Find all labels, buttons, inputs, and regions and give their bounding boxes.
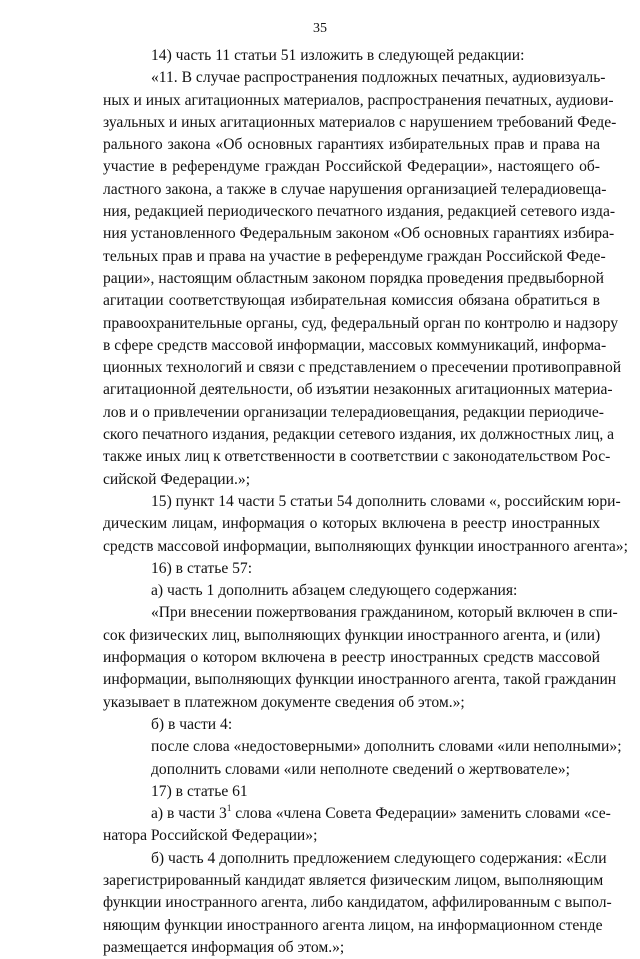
text-line: «11. В случае распространения подложных печатных, аудиовизуаль-: [151, 69, 606, 87]
text-line: правоохранительные органы, суд, федеральный орган по контролю и надзору: [103, 314, 619, 332]
paragraph-item-15: [103, 491, 628, 558]
text-line: тельных прав и права на участие в референдуме граждан Российской Феде-: [103, 247, 606, 265]
text-line: указывает в платежном документе сведения об этом.»;: [103, 693, 465, 711]
text-line: информация о котором включена в реестр иностранных средств массовой: [103, 649, 600, 667]
text-line: дополнить словами «или неполноте сведений о жертвователе»;: [151, 760, 570, 778]
text-line: также иных лиц к ответственности в соответствии с законодательством Рос-: [103, 448, 611, 466]
text-line: сийской Федерации.»;: [103, 470, 251, 488]
text-line: 14) часть 11 статьи 51 изложить в следующей редакции:: [151, 47, 525, 64]
paragraph-item-17a: [103, 802, 611, 848]
paragraph-item-16b-1: [103, 736, 622, 758]
text-line: ния установленного Федеральным законом «Об основных гарантиях избира-: [103, 225, 615, 243]
text-line: «При внесении пожертвования гражданином, который включен в спи-: [151, 604, 618, 622]
text-line: ского печатного издания, редакции сетевого издания, их должностных лиц, а: [103, 426, 615, 444]
paragraph-item-16a: [103, 580, 600, 602]
text-line: [103, 802, 611, 825]
paragraph-item-16b-2: [103, 759, 600, 781]
text-line: ных и иных агитационных материалов, распространения печатных, аудиови-: [103, 91, 614, 109]
text-line: участие в референдуме граждан Российской Федерации», настоящего об-: [103, 158, 600, 176]
text-line: агитационной деятельности, об изъятии незаконных агитационных материа-: [103, 381, 613, 399]
text-line: а) часть 1 дополнить абзацем следующего содержания:: [151, 582, 518, 600]
text-line: натора Российской Федерации»;: [103, 827, 318, 845]
text-line: 16) в статье 57:: [151, 559, 253, 577]
paragraph-item-17b: [103, 848, 612, 959]
text-line: зуальных и иных агитационных материалов с нарушением требований Феде-: [103, 113, 617, 131]
text-line: 17) в статье 61: [151, 782, 248, 800]
text-line: информации, выполняющих функции иностранного агента, такой гражданин: [103, 671, 617, 689]
text-line: зарегистрированный кандидат является физическим лицом, выполняющим: [103, 871, 604, 889]
text-line: размещается информация об этом.»;: [103, 938, 345, 956]
text-line: лов и о привлечении организации телерадиовещания, редакции периодиче-: [103, 403, 604, 421]
text-line: функции иностранного агента, либо кандидатом, аффилированным с выпол-: [103, 894, 612, 912]
paragraph-item-14: [103, 45, 600, 67]
text-line: дическим лицам, информация о которых включена в реестр иностранных: [103, 515, 600, 533]
text-line: ния, редакцией периодического печатного издания, редакцией сетевого изда-: [103, 203, 616, 221]
text-line: ционных технологий и связи с представлением о пресечении противоправной: [103, 359, 622, 377]
paragraph-item-16: [103, 558, 600, 580]
paragraph-part-11-text: [103, 67, 622, 491]
text-line: рации», настоящим областным законом порядка проведения предвыборной: [103, 269, 604, 287]
text-line: в сфере средств массовой информации, массовых коммуникаций, информа-: [103, 336, 607, 354]
text-line: 15) пункт 14 части 5 статьи 54 дополнить словами «, российским юри-: [151, 492, 621, 510]
text-line: после слова «недостоверными» дополнить словами «или неполными»;: [151, 738, 622, 756]
paragraph-donation-text: [103, 602, 618, 713]
text-line: агитации соответствующая избирательная комиссия обязана обратиться в: [103, 292, 600, 310]
text-line: б) часть 4 дополнить предложением следующего содержания: «Если: [151, 849, 607, 867]
text-line: няющим функции иностранного агента лицом, на информационном стенде: [103, 916, 603, 934]
text-line: сок физических лиц, выполняющих функции иностранного агента, и (или): [103, 626, 601, 644]
paragraph-item-17: [103, 781, 600, 803]
paragraph-item-16b: [103, 714, 600, 736]
text-line: б) в части 4:: [151, 715, 233, 733]
text-fragment: слова «члена Совета Федерации» заменить словами «се-: [231, 805, 611, 823]
text-fragment: а) в части 3: [151, 805, 227, 823]
text-line: ластного закона, а также в случае нарушения организацией телерадиовеща-: [103, 180, 607, 198]
page-number: 35: [313, 21, 327, 36]
document-body: [103, 45, 628, 959]
text-line: рального закона «Об основных гарантиях избирательных прав и права на: [103, 136, 600, 154]
text-line: средств массовой информации, выполняющих функции иностранного агента»;: [103, 537, 628, 555]
superscript: 1: [226, 802, 232, 813]
